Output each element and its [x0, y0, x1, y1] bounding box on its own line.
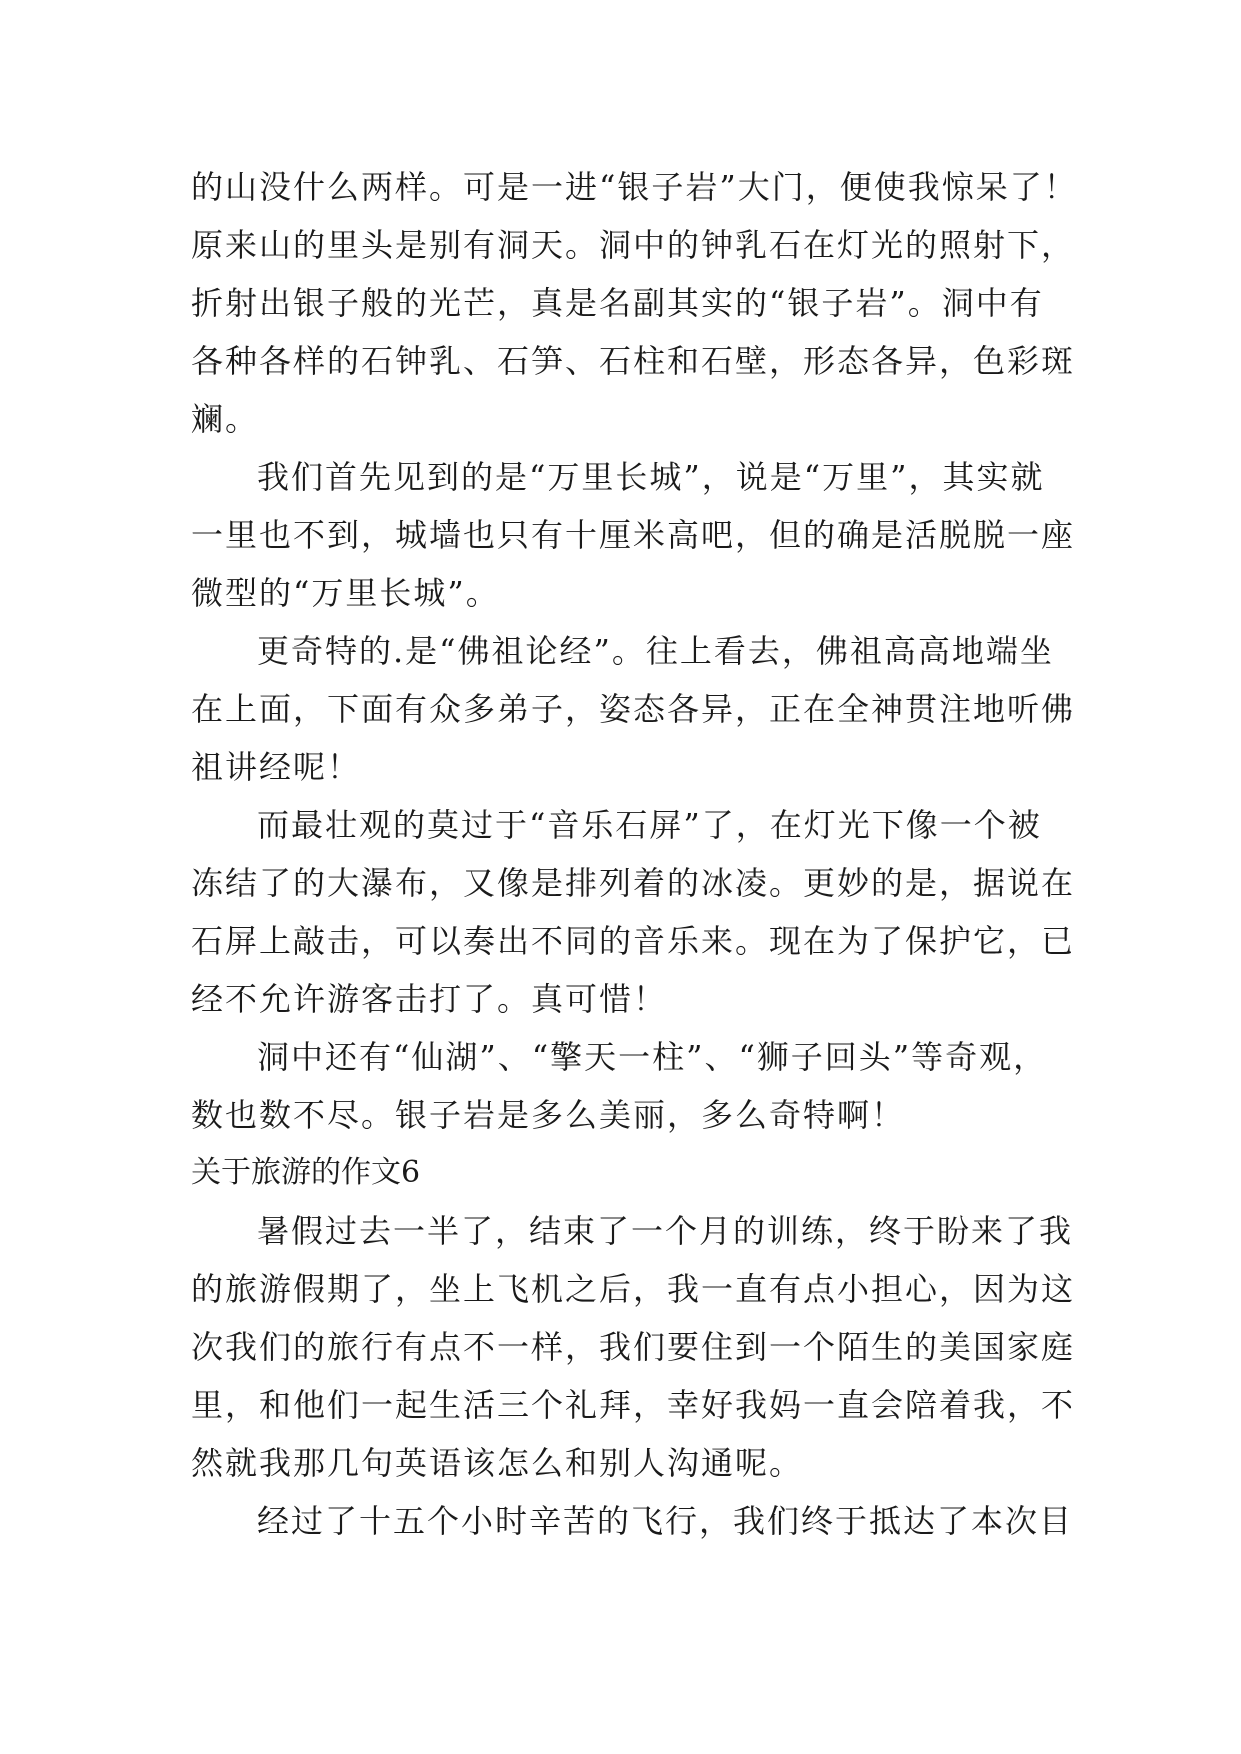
text-line: 数也数不尽。银子岩是多么美丽，多么奇特啊！ [191, 1096, 906, 1134]
document-body [191, 158, 1078, 1550]
text-line: 经不允许游客击打了。真可惜！ [191, 980, 668, 1018]
text-line: 斓。 [191, 400, 260, 438]
text-line: 而最壮观的莫过于“音乐石屏”了，在灯光下像一个被 [257, 806, 1042, 844]
text-line: 暑假过去一半了，结束了一个月的训练，终于盼来了我 [257, 1212, 1074, 1250]
text-line: 折射出银子般的光芒，真是名副其实的“银子岩”。洞中有 [191, 284, 1044, 322]
text-line: 石屏上敲击，可以奏出不同的音乐来。现在为了保护它，已 [191, 922, 1076, 960]
text-line: 的旅游假期了，坐上飞机之后，我一直有点小担心，因为这 [191, 1270, 1076, 1308]
text-line: 洞中还有“仙湖”、“擎天一柱”、“狮子回头”等奇观， [257, 1038, 1048, 1076]
text-line: 经过了十五个小时辛苦的飞行，我们终于抵达了本次目 [257, 1502, 1074, 1540]
text-line: 里，和他们一起生活三个礼拜，幸好我妈一直会陪着我，不 [191, 1386, 1076, 1424]
text-line: 原来山的里头是别有洞天。洞中的钟乳石在灯光的照射下， [191, 226, 1076, 264]
text-line: 微型的“万里长城”。 [191, 574, 500, 612]
text-line: 祖讲经呢！ [191, 748, 362, 786]
text-line: 然就我那几句英语该怎么和别人沟通呢。 [191, 1444, 804, 1482]
text-line: 一里也不到，城墙也只有十厘米高吧，但的确是活脱脱一座 [191, 516, 1076, 554]
text-line: 次我们的旅行有点不一样，我们要住到一个陌生的美国家庭 [191, 1328, 1076, 1366]
section-heading: 关于旅游的作文6 [191, 1155, 421, 1190]
text-line: 更奇特的.是“佛祖论经”。往上看去，佛祖高高地端坐 [257, 632, 1054, 670]
text-line: 各种各样的石钟乳、石笋、石柱和石壁，形态各异，色彩斑 [191, 342, 1076, 380]
text-line: 的山没什么两样。可是一进“银子岩”大门，便使我惊呆了！ [191, 168, 1078, 206]
text-line: 冻结了的大瀑布，又像是排列着的冰凌。更妙的是，据说在 [191, 864, 1076, 902]
text-line: 我们首先见到的是“万里长城”，说是“万里”，其实就 [257, 458, 1045, 496]
text-line: 在上面，下面有众多弟子，姿态各异，正在全神贯注地听佛 [191, 690, 1076, 728]
